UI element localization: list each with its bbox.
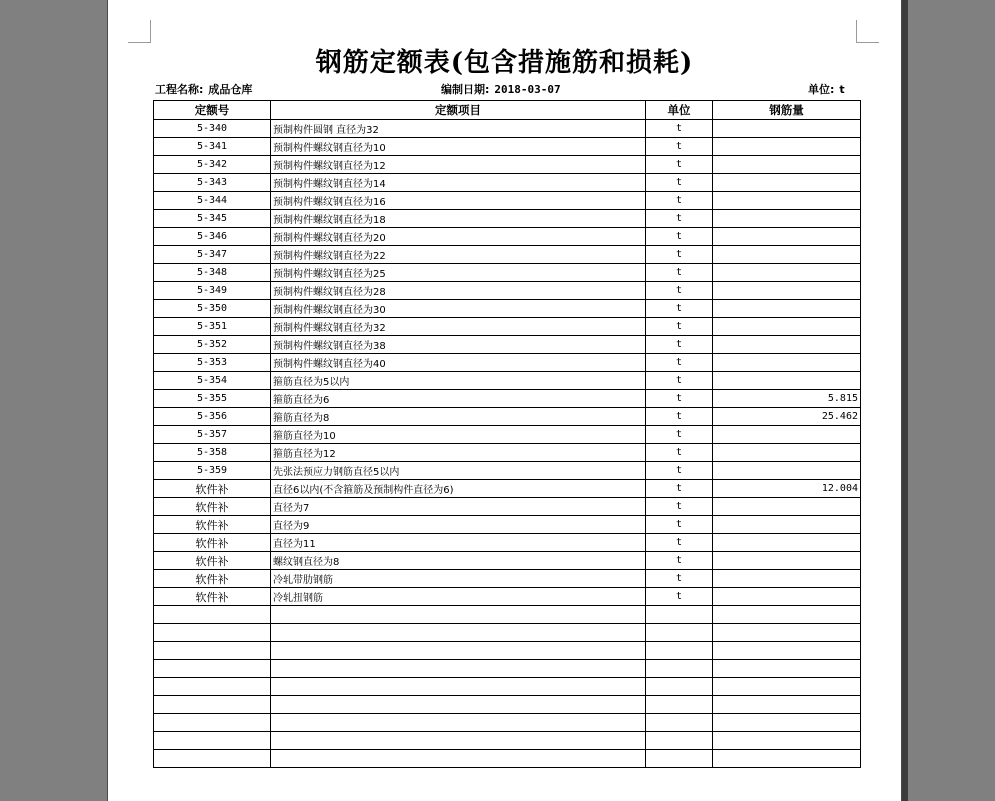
quota-item-cell: 直径为7 <box>271 498 646 516</box>
date-info <box>441 81 561 97</box>
quota-unit-cell: t <box>646 138 713 156</box>
table-row <box>154 552 861 570</box>
table-row-blank <box>154 696 861 714</box>
blank-cell <box>154 696 271 714</box>
quota-item-cell: 预制构件螺纹钢直径为18 <box>271 210 646 228</box>
quota-code-cell: 5-346 <box>154 228 271 246</box>
quota-qty-cell <box>713 444 861 462</box>
project-info <box>155 81 252 97</box>
quota-item-cell: 冷轧扭钢筋 <box>271 588 646 606</box>
project-name: 成品仓库 <box>208 83 253 96</box>
quota-item-cell: 预制构件螺纹钢直径为20 <box>271 228 646 246</box>
quota-qty-cell <box>713 354 861 372</box>
blank-cell <box>713 660 861 678</box>
table-row <box>154 138 861 156</box>
blank-cell <box>271 660 646 678</box>
quota-item-cell: 预制构件螺纹钢直径为32 <box>271 318 646 336</box>
quota-code-cell: 软件补 <box>154 588 271 606</box>
quota-item-cell: 箍筋直径为10 <box>271 426 646 444</box>
compile-date: 2018-03-07 <box>494 83 561 96</box>
quota-qty-cell <box>713 552 861 570</box>
quota-qty-cell <box>713 246 861 264</box>
quota-item-cell: 预制构件螺纹钢直径为22 <box>271 246 646 264</box>
table-row-blank <box>154 678 861 696</box>
table-row <box>154 426 861 444</box>
quota-unit-cell: t <box>646 156 713 174</box>
blank-cell <box>713 606 861 624</box>
quota-code-cell: 5-344 <box>154 192 271 210</box>
quota-qty-cell <box>713 318 861 336</box>
quota-item-cell: 直径6以内(不含箍筋及预制构件直径为6) <box>271 480 646 498</box>
quota-code-cell: 软件补 <box>154 480 271 498</box>
blank-cell <box>646 624 713 642</box>
quota-unit-cell: t <box>646 588 713 606</box>
table-body <box>154 120 861 768</box>
quota-unit-cell: t <box>646 300 713 318</box>
table-row <box>154 156 861 174</box>
page-shadow <box>902 0 908 801</box>
date-label: 编制日期: <box>441 83 490 96</box>
blank-cell <box>646 642 713 660</box>
unit-label: 单位: <box>808 83 835 96</box>
blank-cell <box>271 606 646 624</box>
quota-item-cell: 预制构件螺纹钢直径为38 <box>271 336 646 354</box>
table-row-blank <box>154 642 861 660</box>
quota-item-cell: 预制构件螺纹钢直径为16 <box>271 192 646 210</box>
quota-item-cell: 预制构件螺纹钢直径为10 <box>271 138 646 156</box>
quota-unit-cell: t <box>646 372 713 390</box>
blank-cell <box>271 696 646 714</box>
quota-unit-cell: t <box>646 444 713 462</box>
quota-item-cell: 直径为11 <box>271 534 646 552</box>
blank-cell <box>646 678 713 696</box>
table-row <box>154 264 861 282</box>
quota-unit-cell: t <box>646 336 713 354</box>
blank-cell <box>713 750 861 768</box>
quota-qty-cell <box>713 300 861 318</box>
quota-unit-cell: t <box>646 462 713 480</box>
quota-unit-cell: t <box>646 210 713 228</box>
quota-qty-cell <box>713 210 861 228</box>
quota-code-cell: 5-345 <box>154 210 271 228</box>
blank-cell <box>154 714 271 732</box>
unit-info <box>808 81 845 97</box>
blank-cell <box>646 714 713 732</box>
quota-qty-cell <box>713 516 861 534</box>
quota-code-cell: 软件补 <box>154 516 271 534</box>
table-row <box>154 570 861 588</box>
blank-cell <box>713 642 861 660</box>
quota-qty-cell <box>713 462 861 480</box>
blank-cell <box>713 678 861 696</box>
quota-item-cell: 预制构件螺纹钢直径为14 <box>271 174 646 192</box>
table-row <box>154 282 861 300</box>
header-unit: 单位 <box>646 101 713 120</box>
blank-cell <box>154 606 271 624</box>
quota-code-cell: 5-351 <box>154 318 271 336</box>
crop-mark-top-right <box>856 20 879 43</box>
quota-qty-cell <box>713 156 861 174</box>
header-qty: 钢筋量 <box>713 101 861 120</box>
quota-item-cell: 预制构件螺纹钢直径为12 <box>271 156 646 174</box>
unit-value: t <box>839 83 845 96</box>
quota-qty-cell: 5.815 <box>713 390 861 408</box>
quota-unit-cell: t <box>646 318 713 336</box>
quota-unit-cell: t <box>646 120 713 138</box>
quota-qty-cell <box>713 498 861 516</box>
blank-cell <box>713 714 861 732</box>
quota-item-cell: 箍筋直径为8 <box>271 408 646 426</box>
quota-unit-cell: t <box>646 552 713 570</box>
quota-code-cell: 5-359 <box>154 462 271 480</box>
blank-cell <box>271 642 646 660</box>
table-row <box>154 246 861 264</box>
header-item: 定额项目 <box>271 101 646 120</box>
quota-qty-cell <box>713 336 861 354</box>
quota-unit-cell: t <box>646 516 713 534</box>
quota-qty-cell <box>713 138 861 156</box>
quota-code-cell: 5-358 <box>154 444 271 462</box>
quota-qty-cell <box>713 282 861 300</box>
quota-code-cell: 5-357 <box>154 426 271 444</box>
table-row <box>154 120 861 138</box>
quota-code-cell: 5-355 <box>154 390 271 408</box>
report-title: 钢筋定额表(包含措施筋和损耗) <box>315 48 694 78</box>
quota-qty-cell <box>713 570 861 588</box>
blank-cell <box>646 696 713 714</box>
quota-qty-cell <box>713 372 861 390</box>
table-row <box>154 534 861 552</box>
table-row <box>154 336 861 354</box>
quota-qty-cell <box>713 120 861 138</box>
blank-cell <box>154 732 271 750</box>
quota-code-cell: 5-343 <box>154 174 271 192</box>
table-row <box>154 210 861 228</box>
quota-unit-cell: t <box>646 228 713 246</box>
header-code: 定额号 <box>154 101 271 120</box>
blank-cell <box>646 732 713 750</box>
quota-code-cell: 5-356 <box>154 408 271 426</box>
quota-unit-cell: t <box>646 246 713 264</box>
blank-cell <box>271 750 646 768</box>
quota-unit-cell: t <box>646 174 713 192</box>
quota-unit-cell: t <box>646 192 713 210</box>
table-row <box>154 372 861 390</box>
blank-cell <box>646 750 713 768</box>
project-label: 工程名称: <box>155 83 204 96</box>
table-row <box>154 228 861 246</box>
quota-item-cell: 箍筋直径为5以内 <box>271 372 646 390</box>
table-row-blank <box>154 714 861 732</box>
quota-unit-cell: t <box>646 570 713 588</box>
table-row-blank <box>154 660 861 678</box>
quota-code-cell: 5-354 <box>154 372 271 390</box>
crop-mark-top-left <box>128 20 151 43</box>
quota-unit-cell: t <box>646 264 713 282</box>
table-row-blank <box>154 624 861 642</box>
table-row <box>154 390 861 408</box>
blank-cell <box>713 624 861 642</box>
quota-item-cell: 预制构件螺纹钢直径为40 <box>271 354 646 372</box>
table-row <box>154 192 861 210</box>
blank-cell <box>271 714 646 732</box>
report-page <box>107 0 902 801</box>
quota-table <box>153 100 861 768</box>
quota-item-cell: 箍筋直径为6 <box>271 390 646 408</box>
quota-unit-cell: t <box>646 426 713 444</box>
blank-cell <box>154 678 271 696</box>
quota-code-cell: 5-352 <box>154 336 271 354</box>
quota-item-cell: 螺纹钢直径为8 <box>271 552 646 570</box>
table-row <box>154 462 861 480</box>
quota-code-cell: 5-348 <box>154 264 271 282</box>
table-row <box>154 588 861 606</box>
table-row <box>154 318 861 336</box>
table-row <box>154 444 861 462</box>
table-row <box>154 174 861 192</box>
quota-qty-cell <box>713 588 861 606</box>
quota-qty-cell <box>713 192 861 210</box>
quota-qty-cell <box>713 426 861 444</box>
quota-qty-cell <box>713 534 861 552</box>
quota-unit-cell: t <box>646 390 713 408</box>
quota-code-cell: 软件补 <box>154 534 271 552</box>
quota-unit-cell: t <box>646 354 713 372</box>
blank-cell <box>713 732 861 750</box>
quota-code-cell: 5-349 <box>154 282 271 300</box>
quota-code-cell: 5-342 <box>154 156 271 174</box>
blank-cell <box>646 660 713 678</box>
table-row <box>154 408 861 426</box>
quota-qty-cell <box>713 174 861 192</box>
blank-cell <box>154 660 271 678</box>
blank-cell <box>271 624 646 642</box>
table-row <box>154 480 861 498</box>
quota-qty-cell <box>713 264 861 282</box>
blank-cell <box>154 642 271 660</box>
blank-cell <box>271 678 646 696</box>
quota-code-cell: 5-341 <box>154 138 271 156</box>
quota-code-cell: 5-347 <box>154 246 271 264</box>
quota-code-cell: 软件补 <box>154 498 271 516</box>
quota-code-cell: 5-340 <box>154 120 271 138</box>
table-header-row <box>154 101 861 120</box>
quota-item-cell: 先张法预应力钢筋直径5以内 <box>271 462 646 480</box>
quota-unit-cell: t <box>646 534 713 552</box>
quota-code-cell: 软件补 <box>154 570 271 588</box>
quota-code-cell: 5-350 <box>154 300 271 318</box>
table-row-blank <box>154 750 861 768</box>
quota-item-cell: 箍筋直径为12 <box>271 444 646 462</box>
quota-unit-cell: t <box>646 480 713 498</box>
table-row <box>154 516 861 534</box>
table-row <box>154 354 861 372</box>
blank-cell <box>646 606 713 624</box>
quota-code-cell: 软件补 <box>154 552 271 570</box>
quota-item-cell: 直径为9 <box>271 516 646 534</box>
table-row-blank <box>154 606 861 624</box>
quota-unit-cell: t <box>646 408 713 426</box>
quota-qty-cell <box>713 228 861 246</box>
quota-item-cell: 预制构件螺纹钢直径为28 <box>271 282 646 300</box>
blank-cell <box>713 696 861 714</box>
table-row <box>154 300 861 318</box>
quota-item-cell: 预制构件螺纹钢直径为30 <box>271 300 646 318</box>
quota-unit-cell: t <box>646 282 713 300</box>
blank-cell <box>154 750 271 768</box>
quota-item-cell: 预制构件螺纹钢直径为25 <box>271 264 646 282</box>
blank-cell <box>154 624 271 642</box>
quota-item-cell: 预制构件圆钢 直径为32 <box>271 120 646 138</box>
table-row-blank <box>154 732 861 750</box>
quota-qty-cell: 12.004 <box>713 480 861 498</box>
quota-item-cell: 冷轧带肋钢筋 <box>271 570 646 588</box>
quota-code-cell: 5-353 <box>154 354 271 372</box>
blank-cell <box>271 732 646 750</box>
quota-qty-cell: 25.462 <box>713 408 861 426</box>
table-row <box>154 498 861 516</box>
quota-unit-cell: t <box>646 498 713 516</box>
